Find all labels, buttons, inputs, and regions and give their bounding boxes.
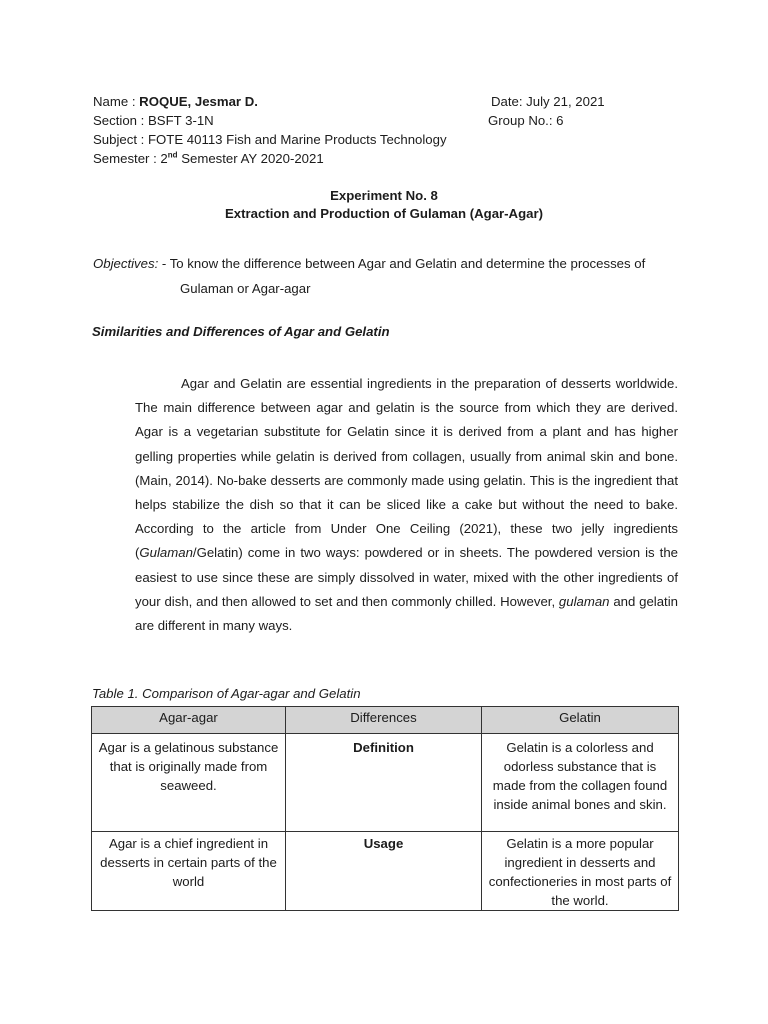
- semester-line: [93, 149, 447, 168]
- paragraph-part-1: Agar and Gelatin are essential ingredients in the preparation of desserts worldwide. The main difference between agar and gelatin is the source from which they are derived. Agar is a vegetarian substitute for Gelatin since it is derived from a plant and has higher gelling properties while gelatin is derived from collagen, usually from animal skin and bone. (Main, 2014). No-bake desserts are commonly made using gelatin. This is the ingredient that helps stabilize the dish so that it can be sliced like a cake but without the need to bake. According to the article from Under One Ceiling (2021), these two jelly ingredients (: [135, 376, 678, 561]
- experiment-number: Experiment No. 8: [330, 188, 438, 203]
- header-agar: Agar-agar: [92, 707, 286, 734]
- header-gelatin: Gelatin: [482, 707, 679, 734]
- objectives-label: Objectives:: [93, 256, 159, 271]
- paragraph-italic-1: Gulaman: [139, 545, 193, 561]
- name-line: [93, 92, 447, 111]
- name-label: Name :: [93, 94, 140, 109]
- date-line: Date: July 21, 2021: [491, 94, 605, 109]
- objectives-line-1: [93, 251, 693, 276]
- section-heading: Similarities and Differences of Agar and Gelatin: [92, 324, 390, 339]
- table-row: [92, 832, 679, 911]
- objectives-line-2: Gulaman or Agar-agar: [180, 281, 311, 296]
- table-row: [92, 734, 679, 832]
- objectives: [93, 251, 693, 301]
- cell-difference-usage: Usage: [286, 832, 482, 911]
- paragraph-part-2: /Gelatin) come in two ways: powdered or in sheets. The powdered version is the easiest to use since these are simply dissolved in water, mixed with the other ingredients of your dish, and then allowed to set and then commonly chilled. However,: [135, 545, 678, 609]
- section-line: Section : BSFT 3-1N: [93, 113, 214, 128]
- header-differences: Differences: [286, 707, 482, 734]
- table-header-row: [92, 707, 679, 734]
- cell-difference-definition: Definition: [286, 734, 482, 832]
- body-paragraph: [135, 372, 678, 638]
- experiment-title: Extraction and Production of Gulaman (Agar-Agar): [225, 206, 543, 221]
- objectives-text-1: - To know the difference between Agar and Gelatin and determine the processes of: [158, 256, 646, 271]
- header-left: [93, 92, 447, 168]
- name-value: ROQUE, Jesmar D.: [139, 94, 258, 109]
- table-caption: Table 1. Comparison of Agar-agar and Gelatin: [92, 686, 361, 701]
- cell-agar-definition: Agar is a gelatinous substance that is originally made from seaweed.: [92, 734, 286, 832]
- comparison-table: [91, 706, 679, 911]
- cell-agar-usage: Agar is a chief ingredient in desserts in certain parts of the world: [92, 832, 286, 911]
- header-right: [488, 92, 605, 130]
- group-line: Group No.: 6: [488, 113, 564, 128]
- paragraph-part-3: and gelatin are different in many ways.: [135, 593, 678, 634]
- semester-rest: Semester AY 2020-2021: [177, 151, 324, 166]
- cell-gelatin-definition: Gelatin is a colorless and odorless substance that is made from the collagen found inside animal bones and skin.: [482, 734, 679, 832]
- semester-sup: nd: [167, 150, 178, 160]
- subject-line: Subject : FOTE 40113 Fish and Marine Products Technology: [93, 132, 447, 147]
- cell-gelatin-usage: Gelatin is a more popular ingredient in desserts and confectioneries in most parts of the world.: [482, 832, 679, 911]
- semester-label: Semester : 2: [93, 151, 168, 166]
- paragraph-italic-2: gulaman: [558, 593, 610, 609]
